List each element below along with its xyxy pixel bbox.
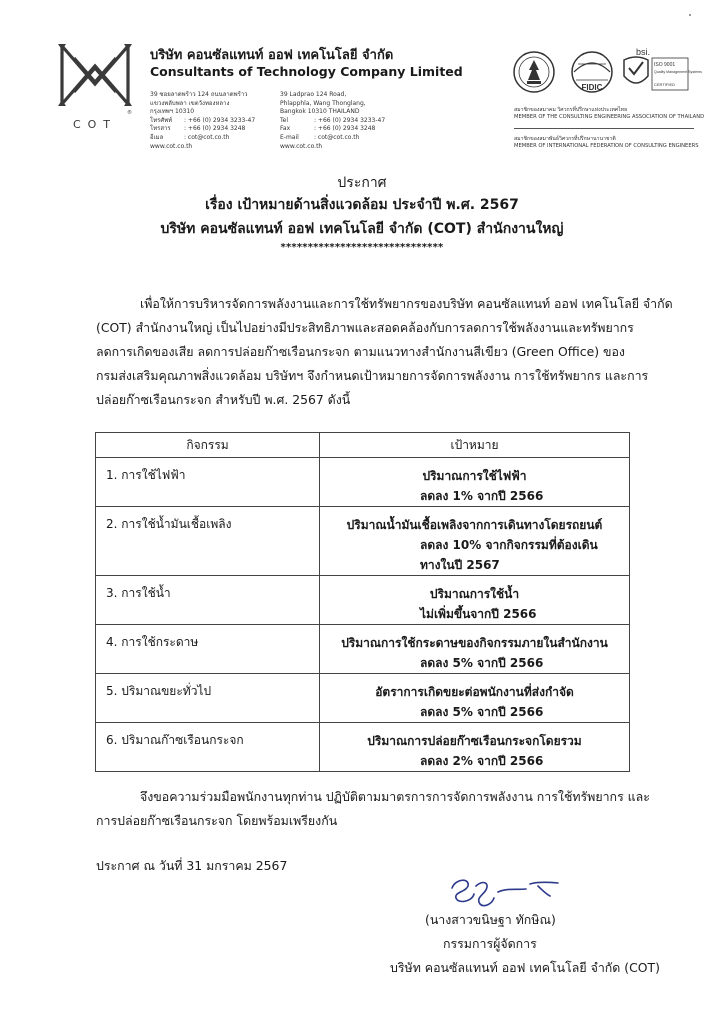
- signature-icon: [446, 874, 566, 914]
- address-line: 39 ซอยลาดพร้าว 124 ถนนลาดพร้าว: [150, 91, 248, 98]
- target-metric: ปริมาณการใช้น้ำ: [429, 587, 520, 601]
- certification-seals: [512, 47, 702, 100]
- closing-paragraph: [96, 785, 650, 833]
- signer-name: (นางสาวขนิษฐา ทักษิณ): [425, 912, 556, 927]
- target-goal: ลดลง 5% จากปี 2566: [420, 656, 544, 670]
- target-metric: ปริมาณการใช้ไฟฟ้า: [422, 469, 527, 483]
- member-cea: [514, 107, 704, 120]
- member-fidic-english: MEMBER OF INTERNATIONAL FEDERATION OF CONSULTING ENGINEERS: [514, 142, 699, 149]
- target-goal: ลดลง 2% จากปี 2566: [420, 754, 544, 768]
- activity-cell: 1. การใช้ไฟฟ้า: [96, 458, 320, 507]
- target-cell: [320, 576, 630, 625]
- svg-text:FIDIC: FIDIC: [581, 83, 603, 92]
- cot-logo-icon: [52, 44, 138, 132]
- target-cell: [320, 674, 630, 723]
- paragraph-line: จึงขอความร่วมมือพนักงานทุกท่าน ปฏิบัติตามมาตรการการจัดการพลังงาน การใช้ทรัพยากร และ: [140, 789, 650, 804]
- target-goal: ไม่เพิ่มขึ้นจากปี 2566: [420, 607, 537, 621]
- fax-number: : +66 (0) 2934 3248: [314, 125, 376, 133]
- paragraph-line: ปล่อยก๊าซเรือนกระจก สำหรับปี พ.ศ. 2567 ดังนี้: [96, 392, 351, 407]
- column-header-activity: กิจกรรม: [96, 433, 320, 458]
- title-separator: ******************************: [280, 242, 444, 253]
- bsi-iso9001-mark-icon: [620, 46, 702, 100]
- announcement-subject: เรื่อง เป้าหมายด้านสิ่งแวดล้อม ประจำปี พ.ศ. 2567: [205, 197, 519, 213]
- activity-cell: 6. ปริมาณก๊าซเรือนกระจก: [96, 723, 320, 772]
- address-english: [280, 91, 385, 151]
- table-header-row: [96, 433, 630, 458]
- target-metric: ปริมาณการใช้กระดาษของกิจกรรมภายในสำนักงาน: [341, 636, 608, 650]
- table-row: [96, 674, 630, 723]
- target-goal: ลดลง 10% จากกิจกรรมที่ต้องเดินทางในปี 2567: [420, 538, 598, 572]
- target-cell: [320, 507, 630, 576]
- table-row: [96, 576, 630, 625]
- targets-table: [95, 432, 630, 772]
- scan-speck: [689, 14, 691, 16]
- svg-text:COT: COT: [72, 118, 118, 131]
- paragraph-line: ลดการเกิดของเสีย ลดการปล่อยก๊าซเรือนกระจก ตามแนวทางสำนักงานสีเขียว (Green Office) ของ: [96, 344, 625, 359]
- activity-cell: 2. การใช้น้ำมันเชื้อเพลิง: [96, 507, 320, 576]
- paragraph-line: การปล่อยก๊าซเรือนกระจก โดยพร้อมเพรียงกัน: [96, 813, 338, 828]
- address-line: กรุงเทพฯ 10310: [150, 108, 195, 116]
- website: www.cot.co.th: [150, 142, 193, 150]
- target-metric: อัตราการเกิดขยะต่อพนักงานที่ส่งกำจัด: [375, 685, 574, 699]
- activity-cell: 3. การใช้น้ำ: [96, 576, 320, 625]
- intro-paragraph: [96, 292, 673, 412]
- email-label: อีเมล: [150, 133, 164, 141]
- svg-text:Quality Management Systems: Quality Management Systems: [654, 70, 702, 74]
- paragraph-line: เพื่อให้การบริหารจัดการพลังงานและการใช้ทรัพยากรของบริษัท คอนซัลแทนท์ ออฟ เทคโนโลยี จำกัด: [140, 296, 673, 311]
- address-line: Phlapphla, Wang Thonglang,: [280, 99, 366, 107]
- divider: [514, 128, 694, 129]
- email-address: : cot@cot.co.th: [314, 133, 360, 141]
- website: www.cot.co.th: [280, 142, 323, 150]
- paragraph-line: กรมส่งเสริมคุณภาพสิ่งแวดล้อม บริษัทฯ จึงกำหนดเป้าหมายการจัดการพลังงาน การใช้ทรัพยากร และการ: [96, 368, 649, 383]
- tel-label: Tel: [280, 116, 289, 124]
- tel-number: : +66 (0) 2934 3233-47: [314, 116, 386, 124]
- target-goal: ลดลง 5% จากปี 2566: [420, 705, 544, 719]
- fax-number: : +66 (0) 2934 3248: [184, 125, 246, 133]
- paragraph-line: (COT) สำนักงานใหญ่ เป็นไปอย่างมีประสิทธิภาพและสอดคล้องกับการลดการใช้พลังงานและทรัพยากร: [96, 320, 634, 335]
- announcement-label: ประกาศ: [337, 175, 387, 191]
- target-goal: ลดลง 1% จากปี 2566: [420, 489, 544, 503]
- svg-text:CERTIFIED: CERTIFIED: [654, 82, 676, 87]
- phone-number: : +66 (0) 2934 3233-47: [184, 116, 256, 124]
- svg-text:bsi.: bsi.: [636, 47, 651, 57]
- phone-label: โทรศัพท์: [150, 116, 173, 124]
- email-address: : cot@cot.co.th: [184, 133, 230, 141]
- address-line: Bangkok 10310 THAILAND: [280, 108, 360, 116]
- member-cea-english: MEMBER OF THE CONSULTING ENGINEERING ASSOCIATION OF THAILAND: [514, 113, 705, 120]
- signer-company: บริษัท คอนซัลแทนท์ ออฟ เทคโนโลยี จำกัด (COT): [390, 960, 660, 975]
- svg-text:®: ®: [127, 110, 132, 116]
- cot-logo: [52, 44, 138, 132]
- email-label: E-mail: [280, 133, 299, 141]
- table-row: [96, 723, 630, 772]
- activity-cell: 5. ปริมาณขยะทั่วไป: [96, 674, 320, 723]
- member-fidic: [514, 136, 699, 149]
- target-cell: [320, 458, 630, 507]
- association-seal-icon: [512, 50, 556, 94]
- fax-label: โทรสาร: [150, 125, 171, 133]
- address-line: แขวงพลับพลา เขตวังทองหลาง: [150, 99, 230, 107]
- address-line: 39 Ladprao 124 Road,: [280, 91, 347, 98]
- member-fidic-thai: สมาชิกของสมาพันธ์วิศวกรที่ปรึกษานานาชาติ: [514, 136, 616, 142]
- company-name-english: Consultants of Technology Company Limited: [150, 64, 463, 79]
- signer-position: กรรมการผู้จัดการ: [443, 936, 537, 951]
- activity-cell: 4. การใช้กระดาษ: [96, 625, 320, 674]
- target-cell: [320, 723, 630, 772]
- column-header-target: เป้าหมาย: [320, 433, 630, 458]
- fax-label: Fax: [280, 125, 291, 133]
- handwritten-signature: [446, 874, 566, 914]
- svg-text:ISO 9001: ISO 9001: [654, 62, 676, 68]
- address-thai: [150, 91, 255, 151]
- target-cell: [320, 625, 630, 674]
- fidic-seal-icon: [570, 50, 614, 94]
- announcement-company: บริษัท คอนซัลแทนท์ ออฟ เทคโนโลยี จำกัด (COT) สำนักงานใหญ่: [160, 221, 564, 237]
- target-metric: ปริมาณการปล่อยก๊าซเรือนกระจกโดยรวม: [367, 734, 582, 748]
- target-metric: ปริมาณน้ำมันเชื้อเพลิงจากการเดินทางโดยรถยนต์: [346, 518, 603, 532]
- member-cea-thai: สมาชิกของสมาคม วิศวกรที่ปรึกษาแห่งประเทศไทย: [514, 107, 628, 113]
- table-row: [96, 458, 630, 507]
- company-name-thai: บริษัท คอนซัลแทนท์ ออฟ เทคโนโลยี จำกัด: [150, 48, 394, 63]
- table-row: [96, 625, 630, 674]
- announcement-date: ประกาศ ณ วันที่ 31 มกราคม 2567: [96, 858, 288, 873]
- table-row: [96, 507, 630, 576]
